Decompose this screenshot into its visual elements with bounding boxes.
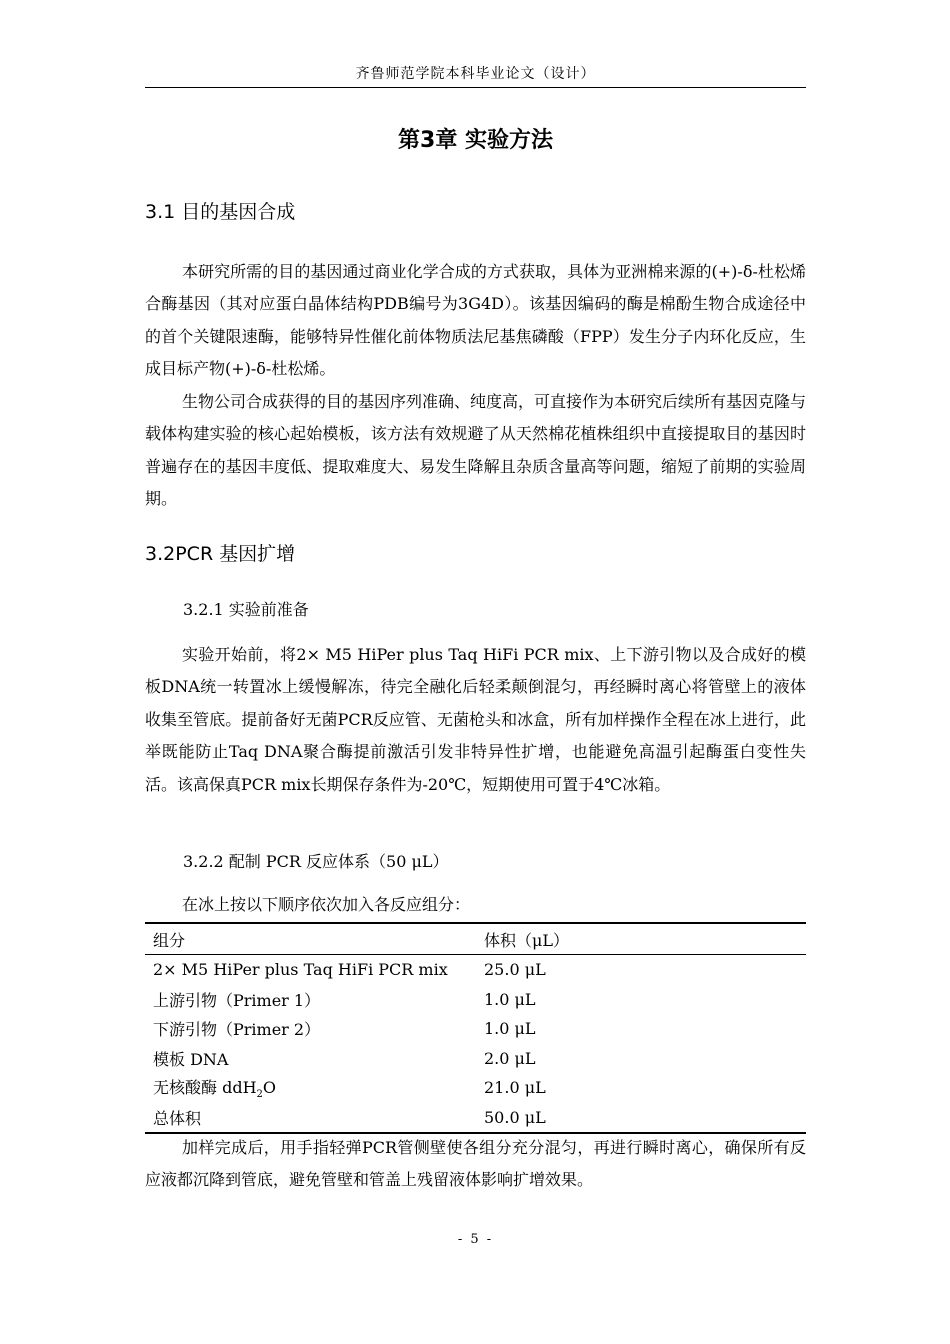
cell-component: 总体积: [153, 1108, 202, 1128]
cell-volume: 25.0 μL: [484, 960, 546, 980]
cell-component: [145, 1073, 476, 1103]
column-header-component: 组分: [153, 930, 186, 950]
cell-volume: 21.0 μL: [484, 1078, 546, 1098]
cell-volume: 50.0 μL: [484, 1107, 546, 1127]
table-row: [145, 1073, 806, 1103]
table-header-row: [145, 923, 806, 955]
cell-component: 上游引物（Primer 1）: [153, 990, 321, 1010]
section-heading-3-2: 3.2PCR 基因扩增: [145, 543, 296, 565]
table-row: [145, 955, 806, 985]
paragraph-gene-source: 本研究所需的目的基因通过商业化学合成的方式获取，具体为亚洲棉来源的(+)-δ-杜松烯合酶基因（其对应蛋白晶体结构PDB编号为3G4D）。该基因编码的酶是棉酚生物合成途径中的首个关键限速酶，能够特异性催化前体物质法尼基焦磷酸（FPP）发生分子内环化反应，生成目标产物(+)-δ-杜松烯。: [145, 262, 806, 379]
cell-component: 2× M5 HiPer plus Taq HiFi PCR mix: [153, 960, 448, 980]
table-row: [145, 985, 806, 1015]
table-intro: 在冰上按以下顺序依次加入各反应组分：: [182, 895, 471, 914]
paragraph-after-table: 加样完成后，用手指轻弹PCR管侧壁使各组分充分混匀，再进行瞬时离心，确保所有反应液都沉降到管底，避免管壁和管盖上残留液体影响扩增效果。: [145, 1138, 806, 1190]
cell-volume: 1.0 μL: [484, 989, 536, 1009]
subsection-heading-3-2-2: 3.2.2 配制 PCR 反应体系（50 μL）: [183, 852, 449, 871]
component-prefix: 无核酸酶 ddH: [153, 1078, 257, 1098]
cell-volume: 1.0 μL: [484, 1019, 536, 1039]
running-header: 齐鲁师范学院本科毕业论文（设计）: [355, 66, 596, 82]
chapter-title: 第3章 实验方法: [398, 128, 553, 153]
table-row: [145, 1103, 806, 1134]
pcr-reaction-table: [145, 922, 806, 1134]
header-rule: [145, 87, 806, 88]
paragraph-preparation: 实验开始前，将2× M5 HiPer plus Taq HiFi PCR mix、上下游引物以及合成好的模板DNA统一转置冰上缓慢解冻，待完全融化后轻柔颠倒混匀，再经瞬时离心将管壁上的液体收集至管底。提前备好无菌PCR反应管、无菌枪头和冰盒，所有加样操作全程在冰上进行，此举既能防止Taq DNA聚合酶提前激活引发非特异性扩增，也能避免高温引起酶蛋白变性失活。该高保真PCR mix长期保存条件为-20℃，短期使用可置于4℃冰箱。: [145, 645, 806, 794]
table-row: [145, 1014, 806, 1044]
cell-component: 模板 DNA: [153, 1049, 229, 1069]
component-suffix: O: [262, 1078, 277, 1098]
component-subscript: 2: [256, 1089, 263, 1101]
column-header-volume: 体积（μL）: [484, 930, 570, 950]
cell-volume: 2.0 μL: [484, 1048, 536, 1068]
table-row: [145, 1044, 806, 1074]
subsection-heading-3-2-1: 3.2.1 实验前准备: [183, 600, 309, 619]
paragraph-gene-advantages: 生物公司合成获得的目的基因序列准确、纯度高，可直接作为本研究后续所有基因克隆与载体构建实验的核心起始模板，该方法有效规避了从天然棉花植株组织中直接提取目的基因时普遍存在的基因丰度低、提取难度大、易发生降解且杂质含量高等问题，缩短了前期的实验周期。: [145, 392, 807, 509]
page-number: - 5 -: [457, 1232, 494, 1247]
section-heading-3-1: 3.1 目的基因合成: [145, 201, 296, 223]
cell-component: 下游引物（Primer 2）: [153, 1020, 321, 1040]
